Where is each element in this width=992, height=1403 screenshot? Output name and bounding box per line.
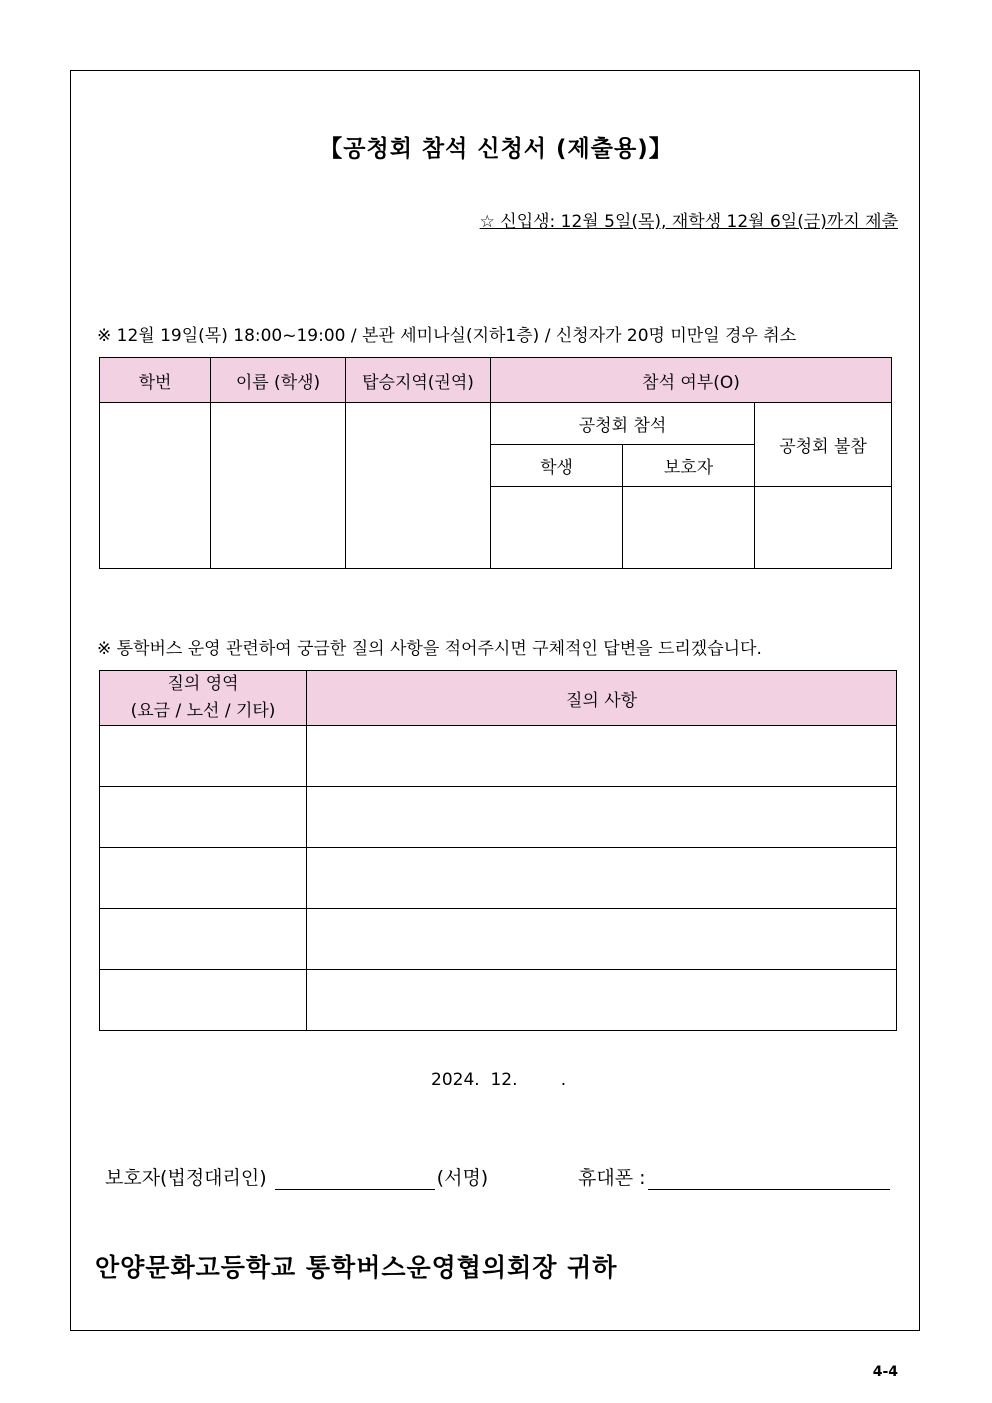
region-cell[interactable] [346, 403, 491, 569]
header-question-area-line2: (요금 / 노선 / 기타) [130, 701, 276, 721]
phone-line[interactable] [648, 1169, 890, 1190]
guardian-signature-row [105, 1163, 488, 1190]
question-notice: ※ 통학버스 운영 관련하여 궁금한 질의 사항을 적어주시면 구체적인 답변을 드리겠습니다. [97, 639, 762, 659]
header-question-area-line1: 질의 영역 [167, 674, 239, 694]
page-number: 4-4 [872, 1364, 898, 1380]
question-cell-3[interactable] [307, 848, 897, 909]
student-id-cell[interactable] [100, 403, 211, 569]
student-label: 학생 [491, 445, 623, 487]
form-title: 【공청회 참석 신청서 (제출용)】 [319, 136, 673, 162]
area-cell-2[interactable] [100, 787, 307, 848]
student-attend-cell[interactable] [491, 487, 623, 569]
guardian-label: 보호자 [623, 445, 755, 487]
header-student-id: 학번 [100, 358, 211, 403]
submission-deadline: ☆ 신입생: 12월 5일(목), 재학생 12월 6일(금)까지 제출 [479, 212, 898, 232]
question-cell-4[interactable] [307, 909, 897, 970]
question-cell-2[interactable] [307, 787, 897, 848]
header-region: 탑승지역(권역) [346, 358, 491, 403]
header-question: 질의 사항 [307, 671, 897, 726]
signature-label: (서명) [436, 1167, 489, 1189]
phone-label: 휴대폰 : [578, 1167, 646, 1189]
guardian-signature-line[interactable] [275, 1169, 435, 1190]
guardian-label-text: 보호자(법정대리인) [105, 1167, 267, 1189]
attend-label: 공청회 참석 [491, 403, 755, 445]
header-question-area [100, 671, 307, 726]
attendance-table [99, 357, 892, 569]
name-cell[interactable] [211, 403, 346, 569]
absent-label: 공청회 불참 [755, 403, 892, 487]
addressee: 안양문화고등학교 통학버스운영협의회장 귀하 [95, 1253, 618, 1282]
header-attendance: 참석 여부(O) [491, 358, 892, 403]
guardian-attend-cell[interactable] [623, 487, 755, 569]
meeting-notice: ※ 12월 19일(목) 18:00~19:00 / 본관 세미나실(지하1층) / 신청자가 20명 미만일 경우 취소 [97, 326, 797, 346]
area-cell-5[interactable] [100, 970, 307, 1031]
question-table [99, 670, 897, 1031]
absent-cell[interactable] [755, 487, 892, 569]
area-cell-1[interactable] [100, 726, 307, 787]
question-cell-1[interactable] [307, 726, 897, 787]
area-cell-3[interactable] [100, 848, 307, 909]
form-date: 2024. 12. . [431, 1070, 567, 1090]
area-cell-4[interactable] [100, 909, 307, 970]
header-name: 이름 (학생) [211, 358, 346, 403]
question-cell-5[interactable] [307, 970, 897, 1031]
phone-row [578, 1163, 890, 1190]
